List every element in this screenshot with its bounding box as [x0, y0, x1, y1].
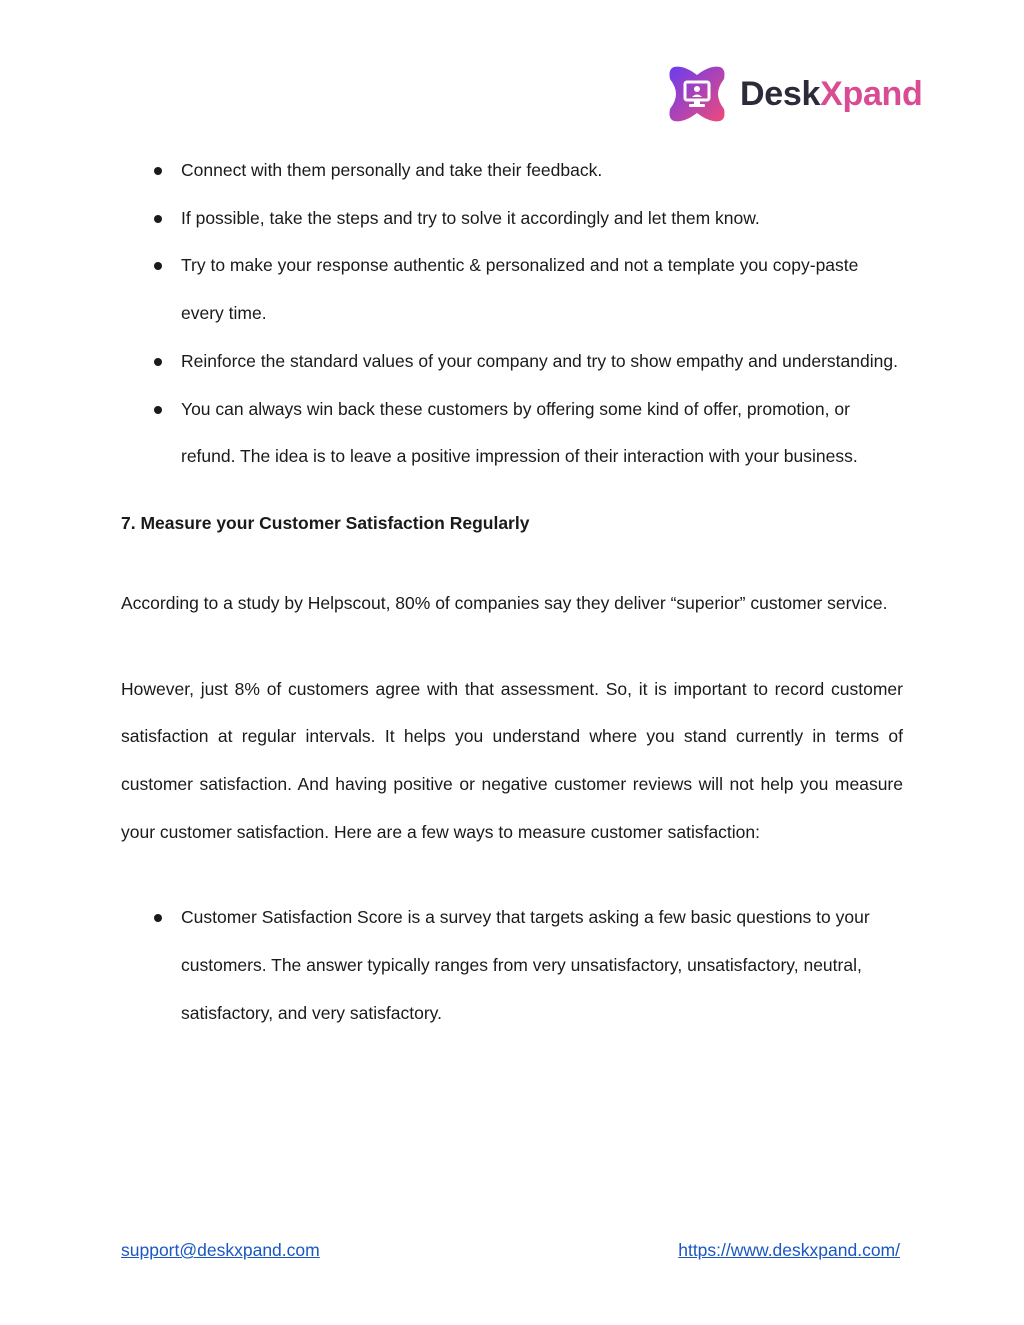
tips-bullet-list [121, 147, 903, 481]
list-item: You can always win back these customers by offering some kind of offer, promotion, or refund. The idea is to leave a positive impression of their interaction with your business. [121, 386, 903, 481]
support-email-link[interactable]: support@deskxpand.com [121, 1240, 320, 1260]
monitor-icon [664, 61, 730, 127]
list-item: Customer Satisfaction Score is a survey that targets asking a few basic questions to your customers. The answer typically ranges from very unsatisfactory, unsatisfactory, neutral, satisfactory, and very satisfactory. [121, 894, 903, 1037]
logo-wordmark [740, 77, 923, 111]
list-item: Connect with them personally and take their feedback. [121, 147, 903, 195]
list-item: Try to make your response authentic & personalized and not a template you copy-paste every time. [121, 242, 903, 337]
website-link[interactable]: https://www.deskxpand.com/ [678, 1240, 900, 1260]
paragraph-helpscout-study: According to a study by Helpscout, 80% of companies say they deliver “superior” customer service. [121, 592, 888, 613]
deskxpand-logo [664, 60, 923, 128]
logo-wordmark-desk: Desk [740, 75, 821, 113]
logo-wordmark-xpand: Xpand [820, 75, 923, 113]
document-body [121, 147, 903, 1038]
list-item: If possible, take the steps and try to solve it accordingly and let them know. [121, 195, 903, 243]
paragraph-assessment: However, just 8% of customers agree with that assessment. So, it is important to record customer satisfaction at regular intervals. It helps you understand where you stand currently in terms of customer satisfaction. And having positive or negative customer reviews will not help you measure your customer satisfaction. Here are a few ways to measure customer satisfaction: [121, 678, 903, 842]
list-item: Reinforce the standard values of your company and try to show empathy and understanding. [121, 338, 903, 386]
section-heading: 7. Measure your Customer Satisfaction Regularly [121, 512, 530, 533]
measurement-bullet-list [121, 894, 903, 1037]
